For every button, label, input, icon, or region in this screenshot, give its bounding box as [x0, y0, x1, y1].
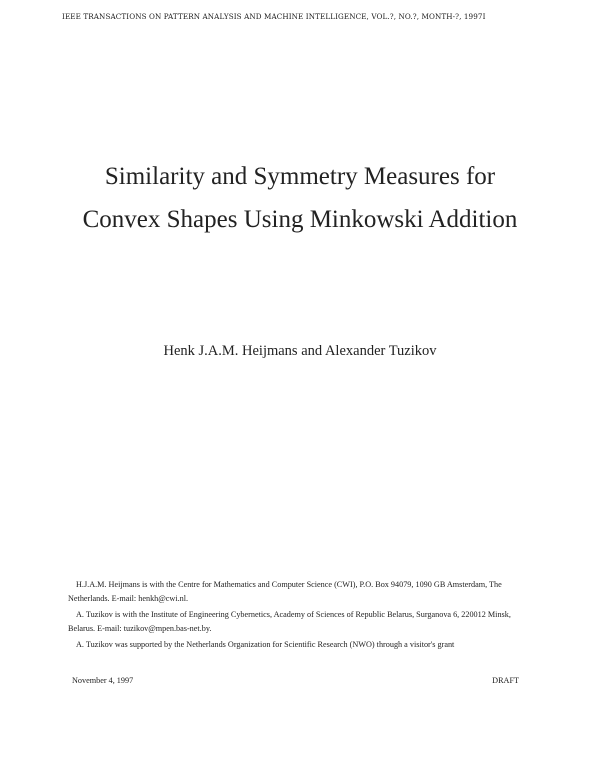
footer-date: November 4, 1997: [72, 676, 134, 685]
paper-title-line-1: Similarity and Symmetry Measures for: [104, 163, 496, 190]
paper-authors: Henk J.A.M. Heijmans and Alexander Tuzikov: [163, 343, 437, 359]
footnotes: [68, 578, 520, 654]
running-header: IEEE TRANSACTIONS ON PATTERN ANALYSIS AND MACHINE INTELLIGENCE, VOL.?, NO.?, MONTH-?, 1997I: [62, 12, 486, 21]
footer-status: DRAFT: [492, 676, 519, 685]
footnote-affiliation-heijmans: H.J.A.M. Heijmans is with the Centre for Mathematics and Computer Science (CWI), P.O. Box 94079, 1090 GB Amsterdam, The Netherlands. E-mail: henkh@cwi.nl.: [68, 580, 502, 603]
paper-title-line-2: Convex Shapes Using Minkowski Addition: [82, 206, 518, 233]
footnote-funding: A. Tuzikov was supported by the Netherlands Organization for Scientific Research (NWO) through a visitor's grant: [76, 640, 455, 649]
footnote-affiliation-tuzikov: A. Tuzikov is with the Institute of Engineering Cybernetics, Academy of Sciences of Republic Belarus, Surganova 6, 220012 Minsk, Belarus. E-mail: tuzikov@mpen.bas-net.by.: [68, 610, 511, 633]
